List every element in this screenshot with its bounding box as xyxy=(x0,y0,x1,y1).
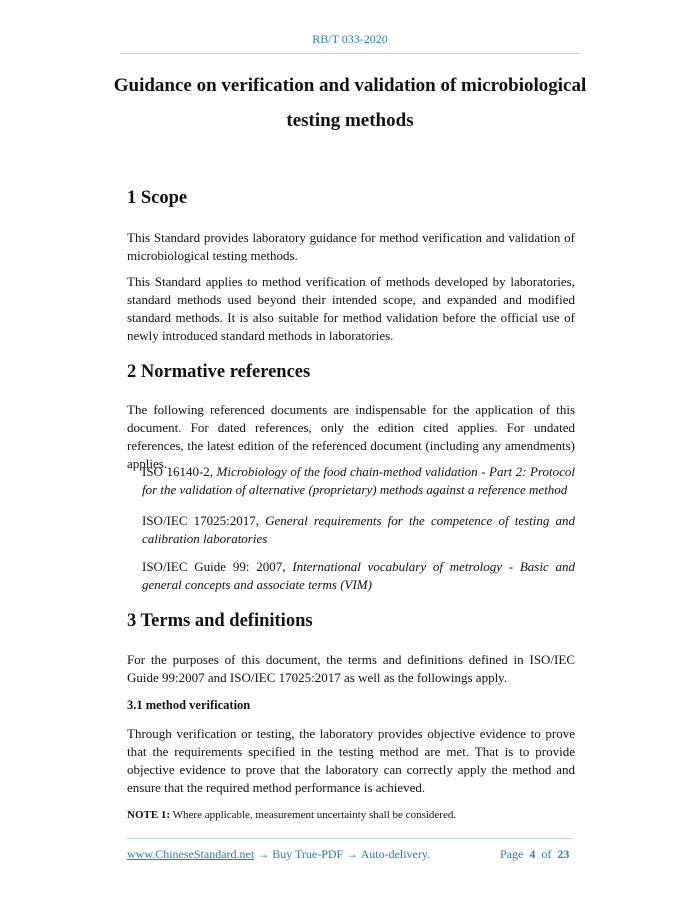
header-divider xyxy=(120,53,580,54)
website-link[interactable]: www.ChineseStandard.net xyxy=(127,847,255,861)
note xyxy=(127,809,456,821)
reference-title: Microbiology of the food chain-method validation - Part 2: Protocol for the validation of alternative (proprietary) methods against a reference method xyxy=(142,464,575,497)
reference-code: ISO 16140-2, xyxy=(142,464,217,479)
reference-code: ISO/IEC Guide 99: 2007, xyxy=(142,559,293,574)
current-page: 4 xyxy=(529,847,536,861)
scope-paragraph-1: This Standard provides laboratory guidance for method verification and validation of microbiological testing methods. xyxy=(127,230,575,263)
total-pages: 23 xyxy=(557,847,570,861)
document-title: Guidance on verification and validation of microbiological testing methods xyxy=(113,75,587,131)
reference-item xyxy=(142,512,575,548)
reference-title: International vocabulary of metrology - Basic and general concepts and associate terms (VIM) xyxy=(142,559,576,592)
document-code-header: RB/T 033-2020 xyxy=(312,32,388,46)
reference-title: General requirements for the competence of testing and calibration laboratories xyxy=(142,513,575,546)
footer-divider xyxy=(127,838,572,839)
note-label: NOTE 1: xyxy=(127,809,171,821)
section-heading-terms: 3 Terms and definitions xyxy=(127,611,313,631)
footer-promo xyxy=(127,847,430,862)
page-number xyxy=(500,847,569,862)
reference-code: ISO/IEC 17025:2017, xyxy=(142,513,266,528)
note-text: Where applicable, measurement uncertainty shall be considered. xyxy=(170,809,457,821)
page-label: Page xyxy=(500,847,524,861)
footer-promo-text: → Buy True-PDF → Auto-delivery. xyxy=(254,847,431,861)
section-heading-scope: 1 Scope xyxy=(127,188,188,208)
scope-paragraph-2: This Standard applies to method verification of methods developed by laboratories, standard methods used beyond their intended scope, and expanded and modified standard methods. It is also suitable for method validation before the official use of newly introduced standard methods in laboratories. xyxy=(127,274,575,343)
of-label: of xyxy=(541,847,552,861)
terms-paragraph: For the purposes of this document, the terms and definitions defined in ISO/IEC Guide 99:2007 and ISO/IEC 17025:2017 as well as the followings apply. xyxy=(127,652,575,685)
subsection-heading: 3.1 method verification xyxy=(127,698,251,712)
normative-paragraph: The following referenced documents are indispensable for the application of this document. For dated references, only the edition cited applies. For undated references, the latest edition of the referenced document (including any amendments) applies. xyxy=(127,402,575,471)
section-heading-normative-references: 2 Normative references xyxy=(127,362,311,382)
method-verification-paragraph: Through verification or testing, the laboratory provides objective evidence to prove that the requirements specified in the testing method are met. That is to provide objective evidence to prove that the laboratory can correctly apply the method and ensure that the required method performance is achieved. xyxy=(127,726,575,795)
reference-item xyxy=(142,558,575,594)
reference-item xyxy=(142,463,575,499)
